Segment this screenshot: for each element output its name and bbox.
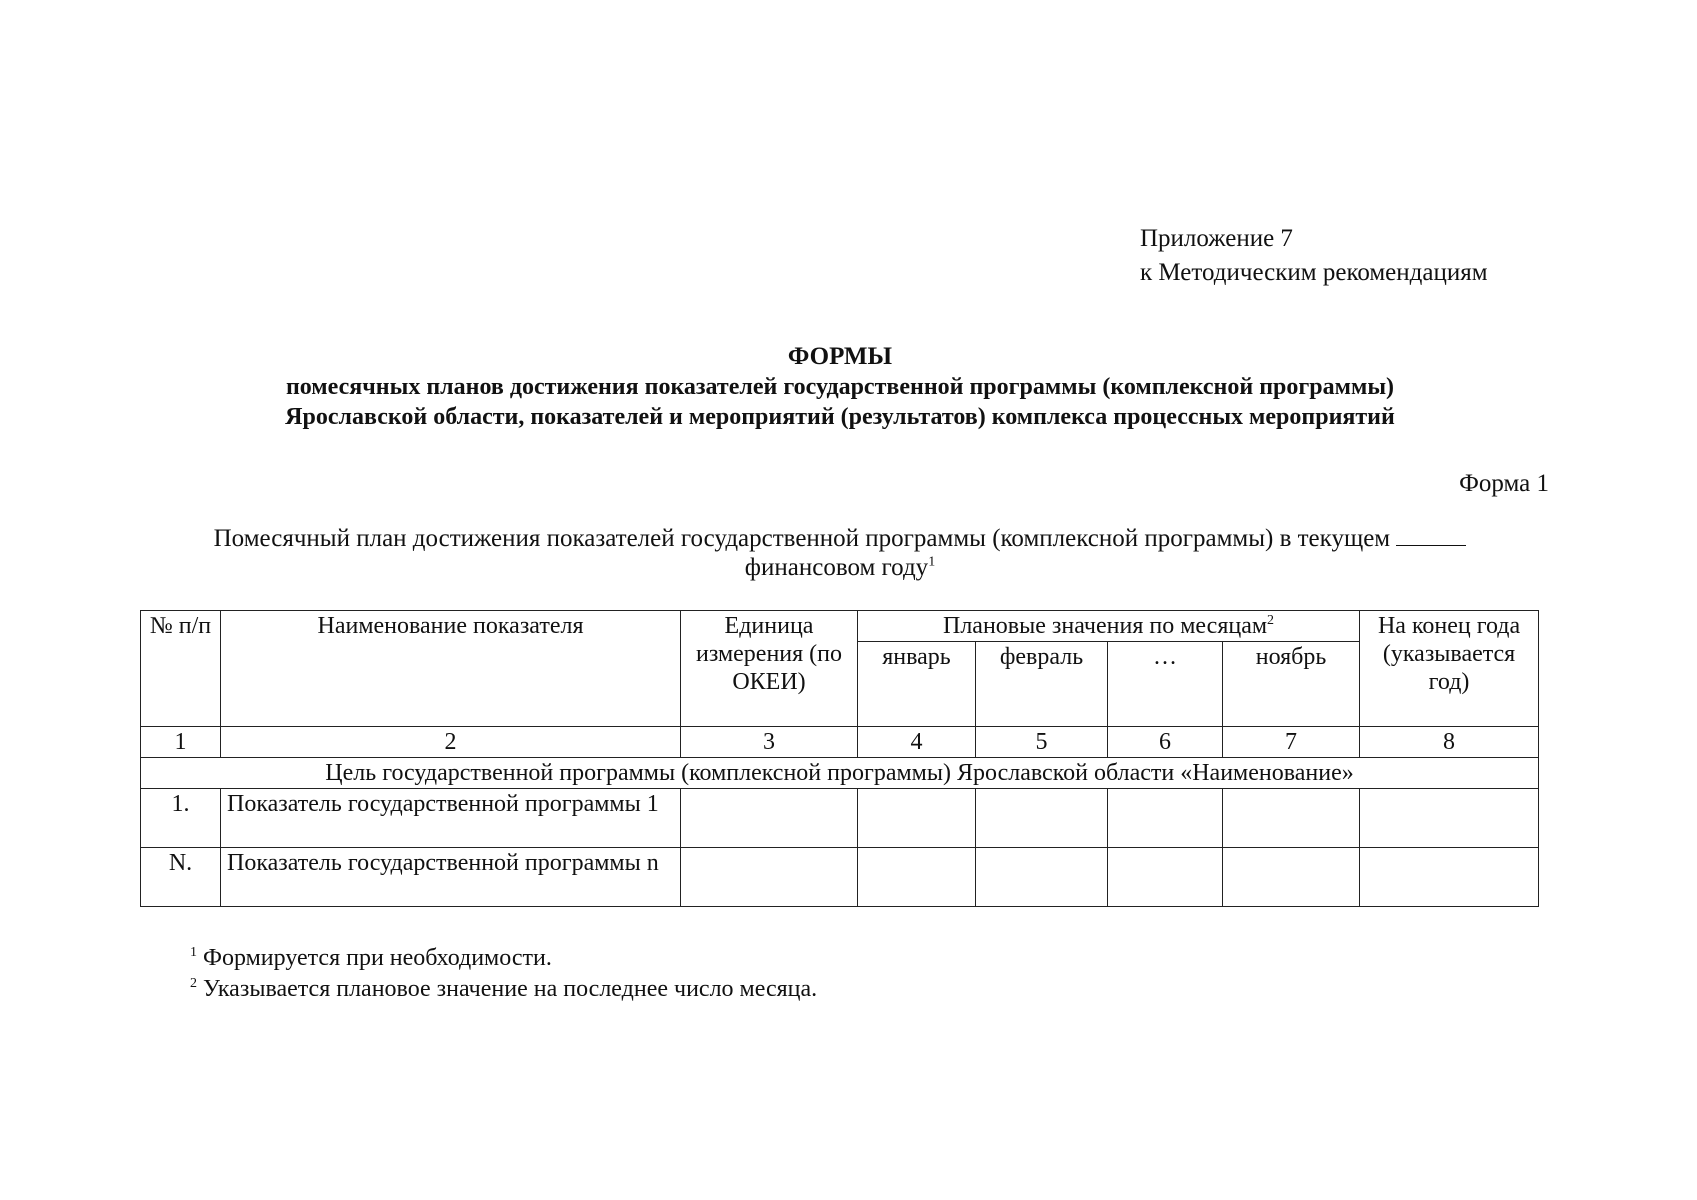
column-number: 1 bbox=[141, 727, 221, 758]
footnote-2-text: Указывается плановое значение на последнее число месяца. bbox=[203, 976, 818, 1002]
value-cell[interactable] bbox=[1223, 848, 1360, 907]
value-cell[interactable] bbox=[976, 848, 1108, 907]
monthly-plan-table bbox=[140, 610, 1539, 907]
value-cell[interactable] bbox=[976, 789, 1108, 848]
column-number: 3 bbox=[681, 727, 858, 758]
row-name: Показатель государственной программы n bbox=[221, 848, 681, 907]
column-number: 5 bbox=[976, 727, 1108, 758]
column-number: 6 bbox=[1108, 727, 1223, 758]
column-number-row bbox=[141, 727, 1539, 758]
value-cell[interactable] bbox=[1360, 789, 1539, 848]
header-num: № п/п bbox=[141, 611, 221, 727]
form-label: Форма 1 bbox=[1459, 470, 1549, 497]
heading-title: ФОРМЫ bbox=[787, 343, 893, 370]
footnote-1-ref: 1 bbox=[190, 945, 197, 960]
heading-line-1: помесячных планов достижения показателей государственной программы (комплексной программы) bbox=[285, 374, 1395, 400]
footnote-1-text: Формируется при необходимости. bbox=[203, 945, 552, 971]
year-blank-field bbox=[1396, 527, 1466, 546]
header-name: Наименование показателя bbox=[221, 611, 681, 727]
footnote-1 bbox=[190, 943, 817, 974]
document-heading bbox=[150, 342, 1530, 432]
row-name: Показатель государственной программы 1 bbox=[221, 789, 681, 848]
table-title-line-1: Помесячный план достижения показателей государственной программы (комплексной программы) в текущем bbox=[213, 525, 1391, 552]
value-cell[interactable] bbox=[681, 789, 858, 848]
footnotes bbox=[190, 943, 817, 1005]
column-number: 8 bbox=[1360, 727, 1539, 758]
table-title-line-2: финансовом году bbox=[744, 554, 929, 581]
appendix-line-1: Приложение 7 bbox=[1140, 225, 1293, 252]
value-cell[interactable] bbox=[1108, 848, 1223, 907]
table-title bbox=[140, 524, 1540, 582]
header-year-end: На конец года (указывается год) bbox=[1360, 611, 1539, 727]
column-number: 7 bbox=[1223, 727, 1360, 758]
header-monthly-label: Плановые значения по месяцам bbox=[943, 613, 1268, 639]
table-row bbox=[141, 789, 1539, 848]
heading-line-2: Ярославской области, показателей и мероприятий (результатов) комплекса процессных мероприятий bbox=[285, 404, 1395, 430]
value-cell[interactable] bbox=[681, 848, 858, 907]
header-nov: ноябрь bbox=[1223, 642, 1360, 727]
footnote-ref-2: 2 bbox=[1267, 613, 1275, 628]
table-row bbox=[141, 848, 1539, 907]
value-cell[interactable] bbox=[858, 848, 976, 907]
header-monthly bbox=[858, 611, 1360, 642]
value-cell[interactable] bbox=[1223, 789, 1360, 848]
header-ellipsis: … bbox=[1108, 642, 1223, 727]
table-header-row bbox=[141, 611, 1539, 642]
value-cell[interactable] bbox=[1108, 789, 1223, 848]
footnote-2-ref: 2 bbox=[190, 976, 197, 991]
value-cell[interactable] bbox=[858, 789, 976, 848]
column-number: 4 bbox=[858, 727, 976, 758]
footnote-ref-1: 1 bbox=[928, 554, 936, 570]
appendix-reference bbox=[1140, 222, 1488, 290]
column-number: 2 bbox=[221, 727, 681, 758]
goal-row bbox=[141, 758, 1539, 789]
header-feb: февраль bbox=[976, 642, 1108, 727]
value-cell[interactable] bbox=[1360, 848, 1539, 907]
header-jan: январь bbox=[858, 642, 976, 727]
goal-cell: Цель государственной программы (комплексной программы) Ярославской области «Наименование» bbox=[141, 758, 1539, 789]
row-num: 1. bbox=[141, 789, 221, 848]
header-unit: Единица измерения (по ОКЕИ) bbox=[681, 611, 858, 727]
appendix-line-2: к Методическим рекомендациям bbox=[1140, 259, 1488, 286]
row-num: N. bbox=[141, 848, 221, 907]
footnote-2 bbox=[190, 974, 817, 1005]
